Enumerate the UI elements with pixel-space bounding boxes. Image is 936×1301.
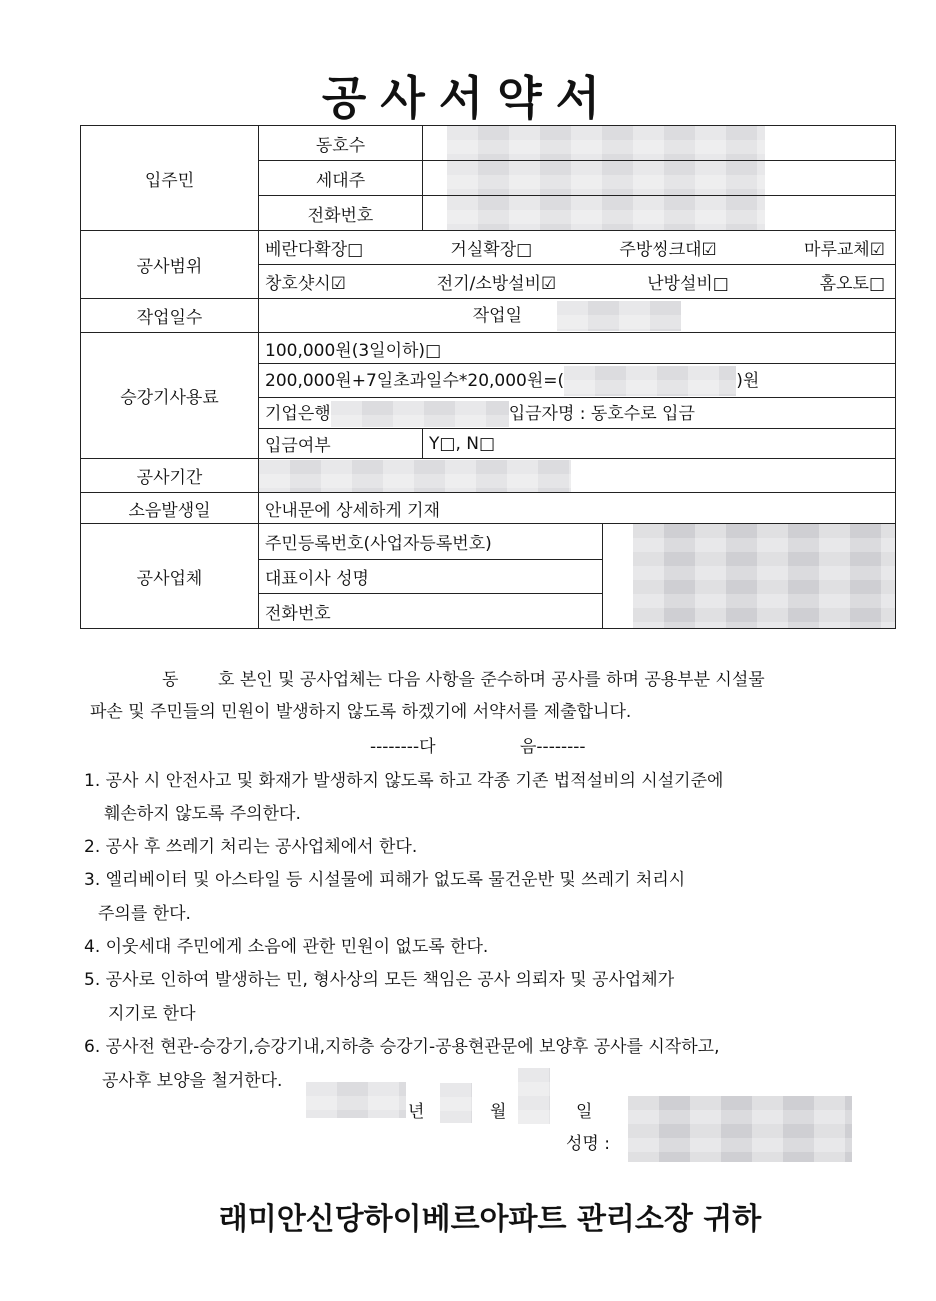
redacted-month bbox=[440, 1083, 472, 1123]
unit-value[interactable] bbox=[423, 126, 896, 161]
paid-label: 입금여부 bbox=[259, 429, 423, 459]
scope-label: 공사범위 bbox=[81, 231, 259, 299]
signature-label: 성명 : bbox=[566, 1134, 610, 1154]
pledge-item-1-cont: 훼손하지 않도록 주의한다. bbox=[104, 804, 301, 824]
resident-label: 입주민 bbox=[81, 126, 259, 231]
pledge-form-table bbox=[80, 125, 896, 629]
noise-label: 소음발생일 bbox=[81, 493, 259, 524]
unit-label: 동호수 bbox=[259, 126, 423, 161]
pledge-item-2: 2. 공사 후 쓰레기 처리는 공사업체에서 한다. bbox=[84, 837, 418, 857]
resident-phone-value[interactable] bbox=[423, 196, 896, 231]
scope-option-electric[interactable]: 전기/소방설비☑ bbox=[436, 274, 557, 294]
pledge-item-3: 3. 엘리베이터 및 아스타일 등 시설물에 피해가 없도록 물건운반 및 쓰레기 처리시 bbox=[84, 870, 686, 890]
redacted-block bbox=[331, 401, 509, 427]
pledge-item-5: 5. 공사로 인하여 발생하는 민, 형사상의 모든 책임은 공사 의뢰자 및 공사업체가 bbox=[84, 970, 675, 990]
pledge-item-5-cont: 지기로 한다 bbox=[108, 1004, 196, 1024]
contractor-ceo-label: 대표이사 성명 bbox=[259, 559, 603, 594]
depositor-note: 입금자명 : 동호수로 입금 bbox=[508, 404, 695, 424]
bank-row bbox=[259, 398, 896, 429]
period-value[interactable] bbox=[259, 459, 896, 493]
elevator-fee-label: 승강기사용료 bbox=[81, 333, 259, 459]
pledge-item-6-cont: 공사후 보양을 철거한다. bbox=[102, 1071, 283, 1091]
pledge-intro-unit: 동 bbox=[162, 670, 179, 690]
pledge-item-3-cont: 주의를 한다. bbox=[98, 904, 191, 924]
fee-option-2[interactable] bbox=[259, 364, 896, 398]
scope-row-1 bbox=[259, 231, 896, 265]
bank-name: 기업은행 bbox=[265, 404, 331, 424]
work-days-label: 작업일수 bbox=[81, 299, 259, 333]
redacted-block bbox=[447, 126, 765, 160]
scope-option-balcony[interactable]: 베란다확장□ bbox=[265, 240, 364, 260]
resident-phone-label: 전화번호 bbox=[259, 196, 423, 231]
redacted-block bbox=[557, 301, 681, 331]
contractor-info-value[interactable] bbox=[603, 524, 896, 629]
pledge-item-4: 4. 이웃세대 주민에게 소음에 관한 민원이 없도록 한다. bbox=[84, 937, 489, 957]
pledge-item-1: 1. 공사 시 안전사고 및 화재가 발생하지 않도록 하고 각종 기존 법적설비의 시설기준에 bbox=[84, 771, 724, 791]
work-days-row bbox=[259, 299, 896, 333]
pledge-item-6: 6. 공사전 현관-승강기,승강기내,지하층 승강기-공용현관문에 보양후 공사를 시작하고, bbox=[84, 1037, 720, 1057]
footer-recipient: 래미안신당하이베르아파트 관리소장 귀하 bbox=[218, 1202, 762, 1237]
contractor-phone-label: 전화번호 bbox=[259, 594, 603, 629]
fee-option-2-prefix: 200,000원+7일초과일수*20,000원=( bbox=[265, 370, 565, 391]
household-head-label: 세대주 bbox=[259, 161, 423, 196]
paid-options[interactable]: Y□, N□ bbox=[423, 429, 896, 459]
scope-option-window[interactable]: 창호샷시☑ bbox=[265, 274, 346, 294]
scope-option-floor[interactable]: 마루교체☑ bbox=[804, 240, 885, 260]
redacted-block bbox=[447, 161, 765, 195]
work-day-label: 작업일 bbox=[472, 305, 522, 326]
redacted-year bbox=[306, 1082, 406, 1118]
divider-left: --------다 bbox=[370, 737, 436, 757]
scope-row-2 bbox=[259, 265, 896, 299]
noise-value: 안내문에 상세하게 기재 bbox=[259, 493, 896, 524]
scope-option-home-auto[interactable]: 홈오토□ bbox=[819, 274, 885, 294]
page-title: 공사서약서 bbox=[321, 71, 615, 125]
household-head-value[interactable] bbox=[423, 161, 896, 196]
pledge-intro-line-2: 파손 및 주민들의 민원이 발생하지 않도록 하겠기에 서약서를 제출합니다. bbox=[90, 702, 632, 722]
redacted-signature bbox=[628, 1096, 852, 1162]
date-month-label: 월 bbox=[490, 1102, 507, 1122]
scope-option-kitchen-sink[interactable]: 주방씽크대☑ bbox=[619, 240, 717, 260]
redacted-block bbox=[633, 524, 895, 628]
fee-option-2-suffix: )원 bbox=[736, 370, 760, 391]
period-label: 공사기간 bbox=[81, 459, 259, 493]
date-year-label: 년 bbox=[408, 1102, 425, 1122]
contractor-id-label: 주민등록번호(사업자등록번호) bbox=[259, 524, 603, 560]
pledge-intro-line-1: 호 본인 및 공사업체는 다음 사항을 준수하며 공사를 하며 공용부분 시설물 bbox=[218, 670, 765, 690]
contractor-label: 공사업체 bbox=[81, 524, 259, 629]
divider-right: 음-------- bbox=[520, 737, 586, 757]
redacted-block bbox=[447, 196, 765, 230]
redacted-block bbox=[564, 366, 736, 396]
date-day-label: 일 bbox=[576, 1102, 593, 1122]
redacted-block bbox=[259, 460, 571, 492]
redacted-day bbox=[518, 1068, 550, 1124]
fee-option-1[interactable]: 100,000원(3일이하)□ bbox=[259, 333, 896, 364]
scope-option-living-room[interactable]: 거실확장□ bbox=[450, 240, 533, 260]
scope-option-heating[interactable]: 난방설비□ bbox=[647, 274, 729, 294]
